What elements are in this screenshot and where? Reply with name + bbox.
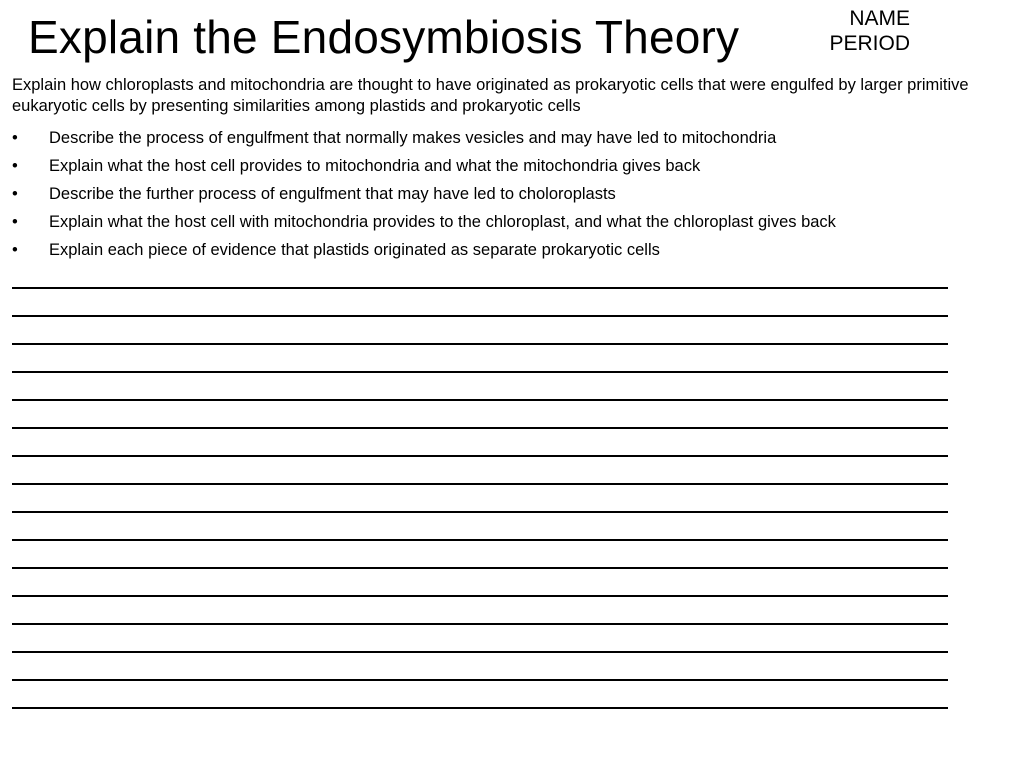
answer-line bbox=[12, 651, 948, 653]
intro-text: Explain how chloroplasts and mitochondria are thought to have originated as prokaryotic cells that were engulfed by larger primitive eukaryotic cells by presenting similarities among plastids and prokaryotic cells bbox=[12, 76, 969, 115]
period-label: PERIOD bbox=[829, 32, 910, 55]
answer-line bbox=[12, 595, 948, 597]
bullet-icon: • bbox=[12, 129, 18, 147]
list-item bbox=[12, 208, 1012, 236]
list-item bbox=[12, 236, 1012, 264]
bullet-icon: • bbox=[12, 185, 18, 203]
answer-line bbox=[12, 315, 948, 317]
list-item bbox=[12, 180, 1012, 208]
answer-line bbox=[12, 511, 948, 513]
list-item-text: Explain each piece of evidence that plastids originated as separate prokaryotic cells bbox=[49, 241, 660, 259]
answer-line bbox=[12, 679, 948, 681]
answer-line bbox=[12, 567, 948, 569]
instruction-list bbox=[12, 124, 1012, 264]
list-item-text: Explain what the host cell with mitochondria provides to the chloroplast, and what the chloroplast gives back bbox=[49, 213, 836, 231]
list-item bbox=[12, 124, 1012, 152]
name-label: NAME bbox=[849, 7, 910, 30]
answer-line bbox=[12, 287, 948, 289]
answer-line bbox=[12, 483, 948, 485]
bullet-icon: • bbox=[12, 241, 18, 259]
answer-lines bbox=[12, 287, 948, 735]
bullet-icon: • bbox=[12, 157, 18, 175]
name-period-block bbox=[816, 6, 910, 56]
list-item bbox=[12, 152, 1012, 180]
list-item-text: Describe the process of engulfment that normally makes vesicles and may have led to mitochondria bbox=[49, 129, 777, 147]
bullet-icon: • bbox=[12, 213, 18, 231]
answer-line bbox=[12, 371, 948, 373]
answer-line bbox=[12, 427, 948, 429]
answer-line bbox=[12, 707, 948, 709]
list-item-text: Explain what the host cell provides to mitochondria and what the mitochondria gives back bbox=[49, 157, 701, 175]
answer-line bbox=[12, 623, 948, 625]
answer-line bbox=[12, 455, 948, 457]
answer-line bbox=[12, 343, 948, 345]
answer-line bbox=[12, 399, 948, 401]
answer-line bbox=[12, 539, 948, 541]
page-title: Explain the Endosymbiosis Theory bbox=[28, 11, 740, 63]
list-item-text: Describe the further process of engulfment that may have led to choloroplasts bbox=[49, 185, 616, 203]
